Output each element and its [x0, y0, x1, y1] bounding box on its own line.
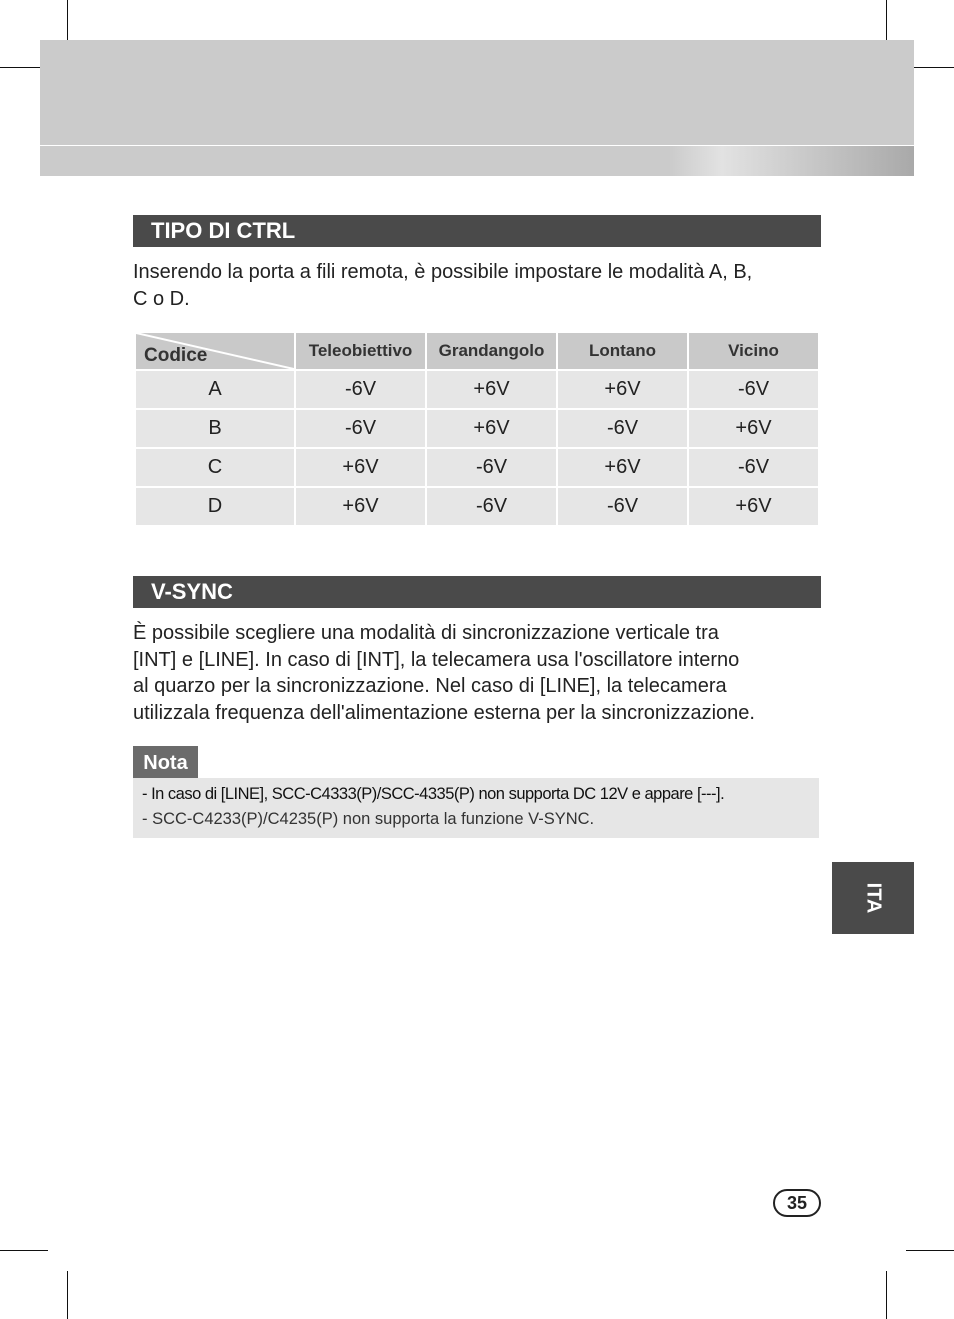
row-code-cell: B: [136, 410, 294, 447]
vsync-line: utilizzala frequenza dell'alimentazione esterna per la sincronizzazione.: [133, 701, 755, 724]
table-cell: +6V: [558, 449, 687, 486]
vsync-line: È possibile scegliere una modalità di sincronizzazione verticale tra: [133, 622, 719, 644]
column-header: Grandangolo: [427, 333, 556, 369]
table-cell: +6V: [296, 488, 425, 525]
corner-label: Codice: [144, 345, 208, 366]
table-cell: +6V: [689, 488, 818, 525]
table-cell: +6V: [689, 410, 818, 447]
row-code-cell: D: [136, 488, 294, 525]
table-cell: -6V: [427, 488, 556, 525]
language-tab: [832, 862, 914, 934]
intro-line: C o D.: [133, 287, 190, 310]
table-row: [136, 410, 818, 447]
row-code-cell: C: [136, 449, 294, 486]
crop-mark: [0, 1250, 48, 1251]
crop-mark: [886, 1271, 887, 1319]
table-cell: +6V: [427, 410, 556, 447]
table-cell: -6V: [689, 449, 818, 486]
language-tab-label: ITA: [862, 882, 885, 914]
crop-mark: [67, 1271, 68, 1319]
vsync-line: al quarzo per la sincronizzazione. Nel caso di [LINE], la telecamera: [133, 675, 727, 697]
table-row: [136, 488, 818, 525]
note-line: - SCC-C4233(P)/C4235(P) non supporta la funzione V-SYNC.: [142, 810, 595, 828]
note-line: - In caso di [LINE], SCC-C4333(P)/SCC-4335(P) non supporta DC 12V e appare [---].: [142, 785, 725, 803]
table-cell: -6V: [558, 488, 687, 525]
table-row: [136, 371, 818, 408]
crop-mark: [906, 1250, 954, 1251]
intro-line: Inserendo la porta a fili remota, è possibile impostare le modalità A, B,: [133, 261, 753, 283]
column-header: Teleobiettivo: [296, 333, 425, 369]
table-row: [136, 449, 818, 486]
page-number: 35: [773, 1189, 821, 1217]
header-strip: [40, 146, 914, 176]
ctrl-mode-table: [134, 331, 820, 527]
vsync-description: [133, 620, 833, 726]
table-cell: -6V: [689, 371, 818, 408]
note-label: Nota: [133, 746, 198, 778]
column-header: Lontano: [558, 333, 687, 369]
header-band: [40, 40, 914, 145]
column-header: Vicino: [689, 333, 818, 369]
table-header-row: [136, 333, 818, 369]
table-cell: +6V: [427, 371, 556, 408]
table-cell: -6V: [296, 410, 425, 447]
note-box: [133, 778, 819, 838]
table-cell: -6V: [427, 449, 556, 486]
section-title-tipo-ctrl: TIPO DI CTRL: [133, 215, 821, 247]
table-cell: -6V: [558, 410, 687, 447]
vsync-line: [INT] e [LINE]. In caso di [INT], la telecamera usa l'oscillatore interno: [133, 648, 740, 671]
tipo-ctrl-intro: [133, 259, 833, 312]
table-cell: +6V: [558, 371, 687, 408]
table-corner-cell: [136, 333, 294, 369]
table-cell: -6V: [296, 371, 425, 408]
section-title-vsync: V-SYNC: [133, 576, 821, 608]
row-code-cell: A: [136, 371, 294, 408]
table-cell: +6V: [296, 449, 425, 486]
